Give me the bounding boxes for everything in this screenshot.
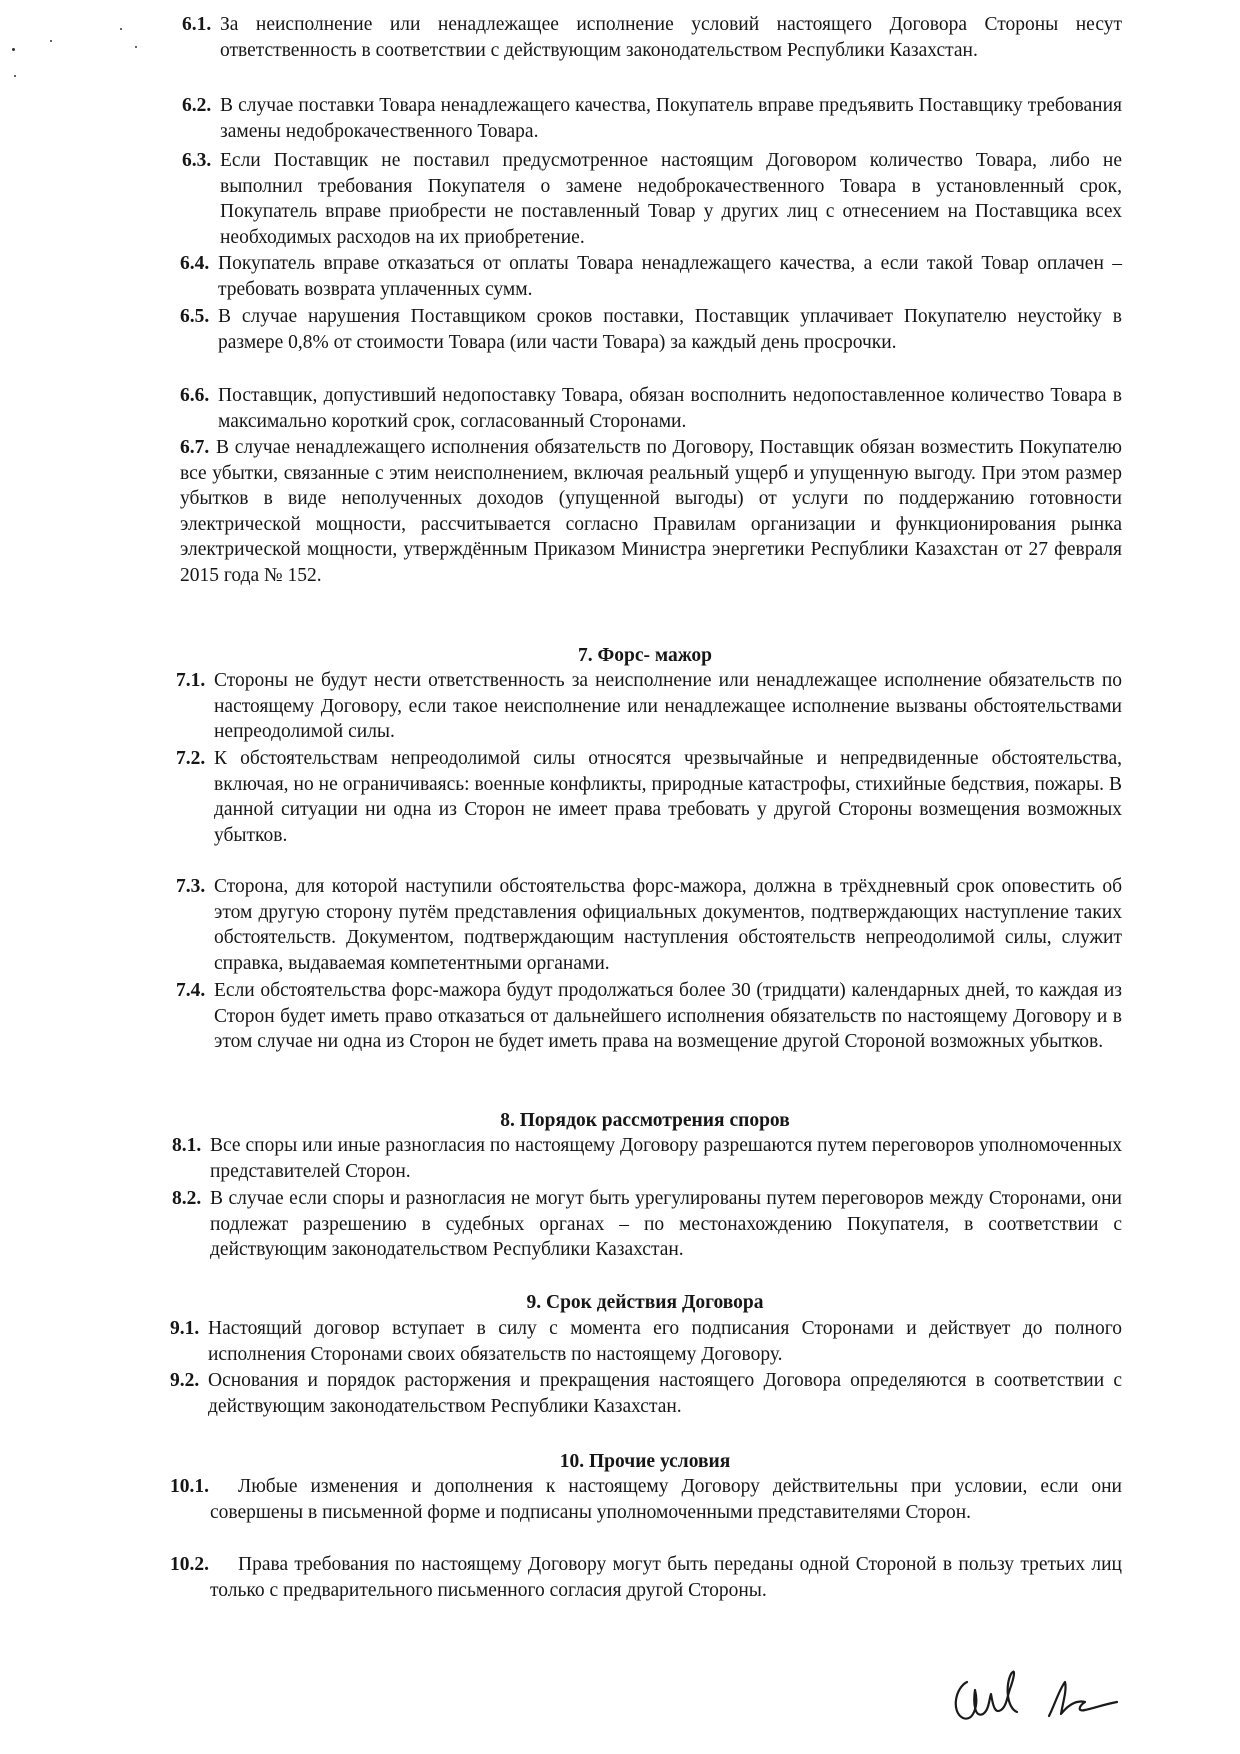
clause-text: Настоящий договор вступает в силу с момента его подписания Сторонами и действует до полного исполнения Сторонами своих обязательств по настоящему Договору.	[208, 1318, 1122, 1365]
clause-number: 10.1.	[170, 1476, 209, 1497]
handwritten-signature	[945, 1660, 1125, 1730]
clause-number: 6.7.	[180, 437, 210, 458]
clause-text: Стороны не будут нести ответственность за неисполнение или ненадлежащее исполнение обязательств по настоящему Договору, если такое неисполнение или ненадлежащее исполнение вызваны обстоятельствами непреодолимой силы.	[214, 670, 1122, 742]
clause-text: Любые изменения и дополнения к настоящему Договору действительны при условии, если они совершены в письменной форме и подписаны уполномоченными представителями Сторон.	[210, 1476, 1122, 1523]
clause-7-2	[176, 746, 1122, 848]
clause-9-1	[170, 1316, 1122, 1367]
clause-8-1	[172, 1133, 1122, 1184]
clause-text: Права требования по настоящему Договору могут быть переданы одной Стороной в пользу третьих лиц только с предварительного письменного согласия другой Стороны.	[210, 1554, 1122, 1601]
clause-number: 8.1.	[172, 1135, 202, 1156]
section-heading-7: 7. Форс- мажор	[577, 645, 712, 666]
clause-number: 6.4.	[180, 253, 210, 274]
clause-text: Все споры или иные разногласия по настоящему Договору разрешаются путем переговоров уполномоченных представителей Сторон.	[210, 1135, 1122, 1182]
clause-number: 7.2.	[176, 748, 206, 769]
clause-7-1	[176, 668, 1122, 745]
clause-7-4	[176, 978, 1122, 1055]
clause-text: В случае нарушения Поставщиком сроков поставки, Поставщик уплачивает Покупателю неустойку в размере 0,8% от стоимости Товара (или части Товара) за каждый день просрочки.	[218, 306, 1122, 353]
section-heading-10: 10. Прочие условия	[559, 1451, 731, 1472]
clause-text: Сторона, для которой наступили обстоятельства форс-мажора, должна в трёхдневный срок оповестить об этом другую сторону путём представления официальных документов, подтверждающих наступление таких обстоятельств. Документом, подтверждающим наступления обстоятельств непреодолимой силы, служит справка, выдаваемая компетентными органами.	[214, 876, 1122, 974]
clause-number: 10.2.	[170, 1554, 209, 1575]
clause-text: В случае ненадлежащего исполнения обязательств по Договору, Поставщик обязан возместить Покупателю все убытки, связанные с этим неисполнением, включая реальный ущерб и упущенную выгоду. При этом размер убытков в виде неполученных доходов (упущенной выгоды) от услуги по поддержанию готовности электрической мощности, рассчитывается согласно Правилам организации и функционирования рынка электрической мощности, утверждённым Приказом Министра энергетики Республики Казахстан от 27 февраля 2015 года № 152.	[180, 437, 1122, 586]
scan-speck	[50, 40, 52, 42]
clause-text: Покупатель вправе отказаться от оплаты Товара ненадлежащего качества, а если такой Товар оплачен – требовать возврата уплаченных сумм.	[218, 253, 1122, 300]
clause-text: Если Поставщик не поставил предусмотренное настоящим Договором количество Товара, либо не выполнил требования Покупателя о замене недоброкачественного Товара в установленный срок, Покупатель вправе приобрести не поставленный Товар у других лиц с отнесением на Поставщика всех необходимых расходов на их приобретение.	[220, 150, 1122, 248]
clause-text: Поставщик, допустивший недопоставку Товара, обязан восполнить недопоставленное количество Товара в максимально короткий срок, согласованный Сторонами.	[218, 385, 1122, 432]
clause-number: 9.2.	[170, 1370, 200, 1391]
clause-text: Если обстоятельства форс-мажора будут продолжаться более 30 (тридцати) календарных дней, то каждая из Сторон будет иметь право отказаться от дальнейшего исполнения обязательств по настоящему Договору и в этом случае ни одна из Сторон не будет иметь права на возмещение другой Стороной возможных убытков.	[214, 980, 1122, 1052]
clause-10-1	[170, 1474, 1122, 1525]
clause-number: 6.3.	[182, 150, 212, 171]
clause-number: 6.5.	[180, 306, 210, 327]
clause-text: Основания и порядок расторжения и прекращения настоящего Договора определяются в соответствии с действующим законодательством Республики Казахстан.	[208, 1370, 1122, 1417]
clause-text: К обстоятельствам непреодолимой силы относятся чрезвычайные и непредвиденные обстоятельства, включая, но не ограничиваясь: военные конфликты, природные катастрофы, стихийные бедствия, пожары. В данной ситуации ни одна из Сторон не имеет права требовать у другой Стороны возмещения возможных убытков.	[214, 748, 1122, 846]
clause-6-2	[182, 93, 1122, 144]
clause-6-5	[180, 304, 1122, 355]
clause-6-4	[180, 251, 1122, 302]
clause-number: 7.1.	[176, 670, 206, 691]
clause-8-2	[172, 1186, 1122, 1263]
clause-6-1	[182, 12, 1122, 63]
clause-number: 6.2.	[182, 95, 212, 116]
section-heading-8: 8. Порядок рассмотрения споров	[500, 1110, 790, 1131]
clause-text: В случае поставки Товара ненадлежащего качества, Покупатель вправе предъявить Поставщику требования замены недоброкачественного Товара.	[220, 95, 1122, 142]
clause-number: 9.1.	[170, 1318, 200, 1339]
section-heading-9: 9. Срок действия Договора	[526, 1292, 764, 1313]
clause-text: За неисполнение или ненадлежащее исполнение условий настоящего Договора Стороны несут ответственность в соответствии с действующим законодательством Республики Казахстан.	[220, 14, 1122, 61]
scan-speck	[12, 48, 15, 51]
clause-9-2	[170, 1368, 1122, 1419]
clause-number: 6.1.	[182, 14, 212, 35]
clause-number: 7.4.	[176, 980, 206, 1001]
scan-speck	[14, 75, 16, 77]
clause-6-7	[180, 435, 1122, 588]
clause-number: 6.6.	[180, 385, 210, 406]
clause-number: 8.2.	[172, 1188, 202, 1209]
clause-number: 7.3.	[176, 876, 206, 897]
clause-text: В случае если споры и разногласия не могут быть урегулированы путем переговоров между Сторонами, они подлежат разрешению в судебных органах – по местонахождению Покупателя, в соответствии с действующим законодательством Республики Казахстан.	[210, 1188, 1122, 1260]
scan-speck	[120, 28, 122, 30]
clause-6-6	[180, 383, 1122, 434]
scan-speck	[135, 46, 137, 48]
clause-6-3	[182, 148, 1122, 250]
clause-7-3	[176, 874, 1122, 976]
clause-10-2	[170, 1552, 1122, 1603]
